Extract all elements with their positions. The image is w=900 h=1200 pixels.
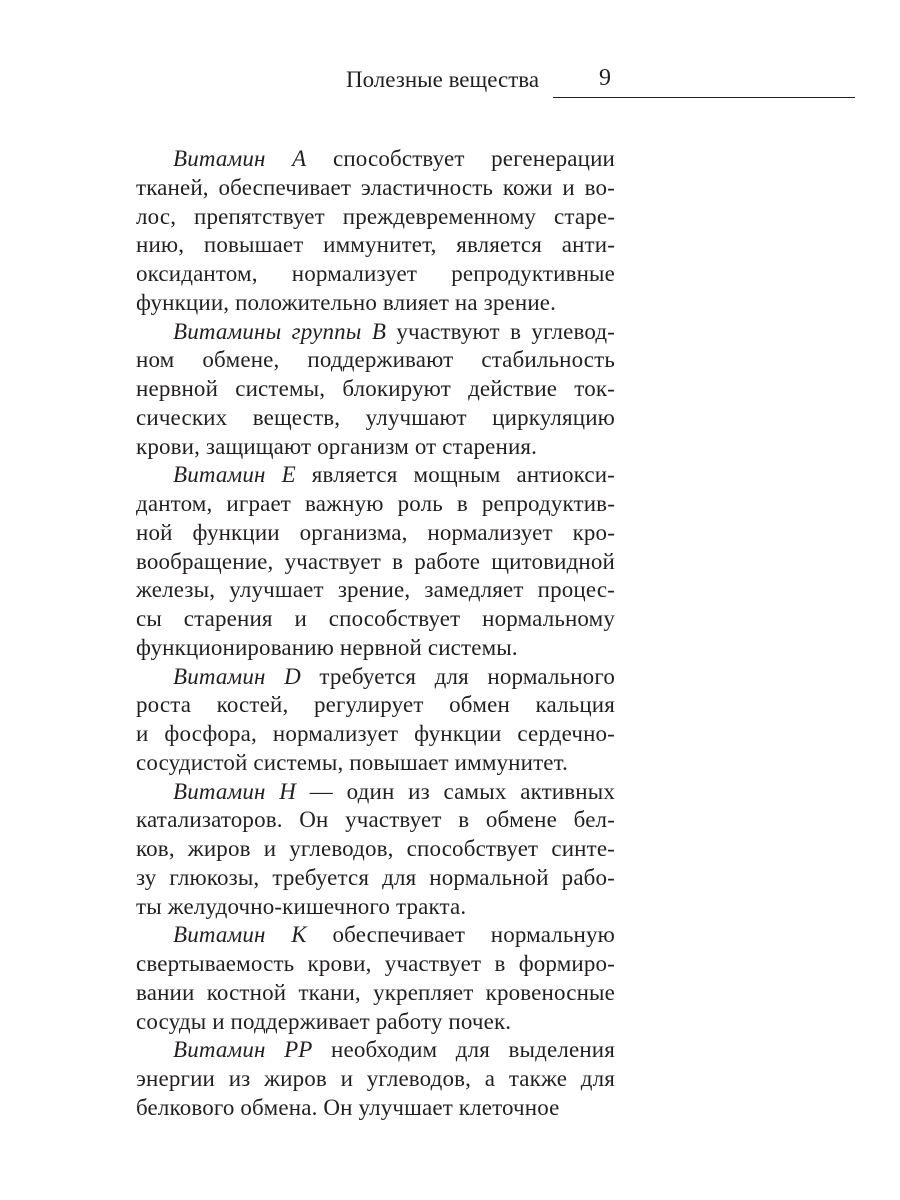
- line: [136, 145, 615, 174]
- vitamin-term: Витамин E: [173, 462, 296, 488]
- vitamin-term: Витамин H: [173, 778, 297, 804]
- line: [136, 634, 615, 663]
- text-line: ном обмене, поддерживают стабильность: [136, 347, 615, 373]
- line: [136, 231, 615, 260]
- line: [136, 605, 615, 634]
- paragraph: [136, 461, 615, 662]
- text-line: сосудистой системы, повышает иммунитет.: [136, 749, 569, 775]
- text-line: лос, препятствует преждевременному старе-: [136, 203, 615, 229]
- line: [136, 260, 615, 289]
- text-line: оксидантом, нормализует репродуктивные: [136, 261, 615, 286]
- vitamin-term: Витамин A: [173, 146, 307, 171]
- text-line: функционированию нервной системы.: [136, 634, 518, 660]
- line: [136, 749, 615, 778]
- line: [136, 404, 615, 433]
- text-line: обеспечивает нормальную: [306, 922, 615, 948]
- line: [136, 950, 615, 979]
- page-number: 9: [599, 65, 611, 91]
- line: [136, 835, 615, 864]
- text-line: является мощным антиокси-: [295, 462, 615, 488]
- line: [136, 375, 615, 404]
- line: [136, 1094, 615, 1123]
- header-rule: [553, 97, 855, 98]
- line: [136, 893, 615, 922]
- text-line: сы старения и способствует нормальному: [136, 606, 615, 631]
- line: [136, 1065, 615, 1094]
- line: [136, 490, 615, 519]
- paragraph: [136, 1036, 615, 1122]
- text-line: дантом, играет важную роль в репродуктив-: [136, 491, 615, 516]
- line: [136, 1036, 615, 1065]
- text-line: и фосфора, нормализует функции сердечно-: [136, 721, 615, 746]
- text-line: вообращение, участвует в работе щитовидной: [136, 548, 615, 574]
- text-line: нию, повышает иммунитет, является анти-: [136, 232, 615, 258]
- line: [136, 203, 615, 232]
- line: [136, 318, 615, 347]
- paragraph: [136, 663, 615, 778]
- line: [136, 289, 615, 318]
- text-line: зу глюкозы, требуется для нормальной рабо-: [136, 864, 615, 890]
- line: [136, 864, 615, 893]
- text-line: — один из самых активных: [296, 778, 615, 804]
- text-line: энергии из жиров и углеводов, а также для: [136, 1066, 615, 1091]
- vitamin-term: Витамин PP: [173, 1037, 313, 1063]
- text-line: участвуют в углевод-: [386, 318, 615, 344]
- text-line: крови, защищают организм от старения.: [136, 433, 538, 459]
- line: [136, 346, 615, 375]
- line: [136, 979, 615, 1008]
- vitamin-term: Витамин K: [173, 922, 307, 948]
- text-line: железы, улучшает зрение, замедляет процес-: [136, 577, 615, 603]
- line: [136, 663, 615, 692]
- text-line: тканей, обеспечивает эластичность кожи и во-: [136, 174, 615, 200]
- line: [136, 806, 615, 835]
- text-line: роста костей, регулирует обмен кальция: [136, 692, 615, 718]
- text-line: свертываемость крови, участвует в формиро-: [136, 951, 615, 976]
- text-line: ной функции организма, нормализует кро-: [136, 519, 615, 545]
- vitamin-term: Витамин D: [173, 663, 301, 689]
- paragraph: [136, 318, 615, 462]
- text-line: сосуды и поддерживает работу почек.: [136, 1008, 512, 1034]
- text-line: необходим для выделения: [312, 1037, 615, 1063]
- running-title: Полезные вещества: [346, 67, 540, 92]
- text-line: нервной системы, блокируют действие ток-: [136, 376, 615, 401]
- line: [136, 461, 615, 490]
- paragraph: [136, 778, 615, 922]
- paragraph: [136, 921, 615, 1036]
- body-text: [136, 145, 615, 1123]
- text-line: ты желудочно-кишечного тракта.: [136, 893, 467, 919]
- text-line: ков, жиров и углеводов, способствует синте-: [136, 836, 615, 861]
- text-line: катализаторов. Он участвует в обмене бел-: [136, 807, 615, 833]
- line: [136, 778, 615, 807]
- text-line: сических веществ, улучшают циркуляцию: [136, 404, 615, 430]
- text-line: требуется для нормального: [300, 663, 615, 689]
- line: [136, 921, 615, 950]
- line: [136, 576, 615, 605]
- vitamin-term: Витамины группы B: [173, 318, 387, 344]
- line: [136, 174, 615, 203]
- line: [136, 720, 615, 749]
- line: [136, 1008, 615, 1037]
- line: [136, 691, 615, 720]
- text-line: вании костной ткани, укрепляет кровеносные: [136, 979, 615, 1005]
- text-line: способствует регенерации: [306, 146, 615, 171]
- text-line: функции, положительно влияет на зрение.: [136, 289, 557, 315]
- paragraph: [136, 145, 615, 318]
- line: [136, 548, 615, 577]
- line: [136, 433, 615, 462]
- text-line: белкового обмена. Он улучшает клеточное: [136, 1094, 560, 1120]
- line: [136, 519, 615, 548]
